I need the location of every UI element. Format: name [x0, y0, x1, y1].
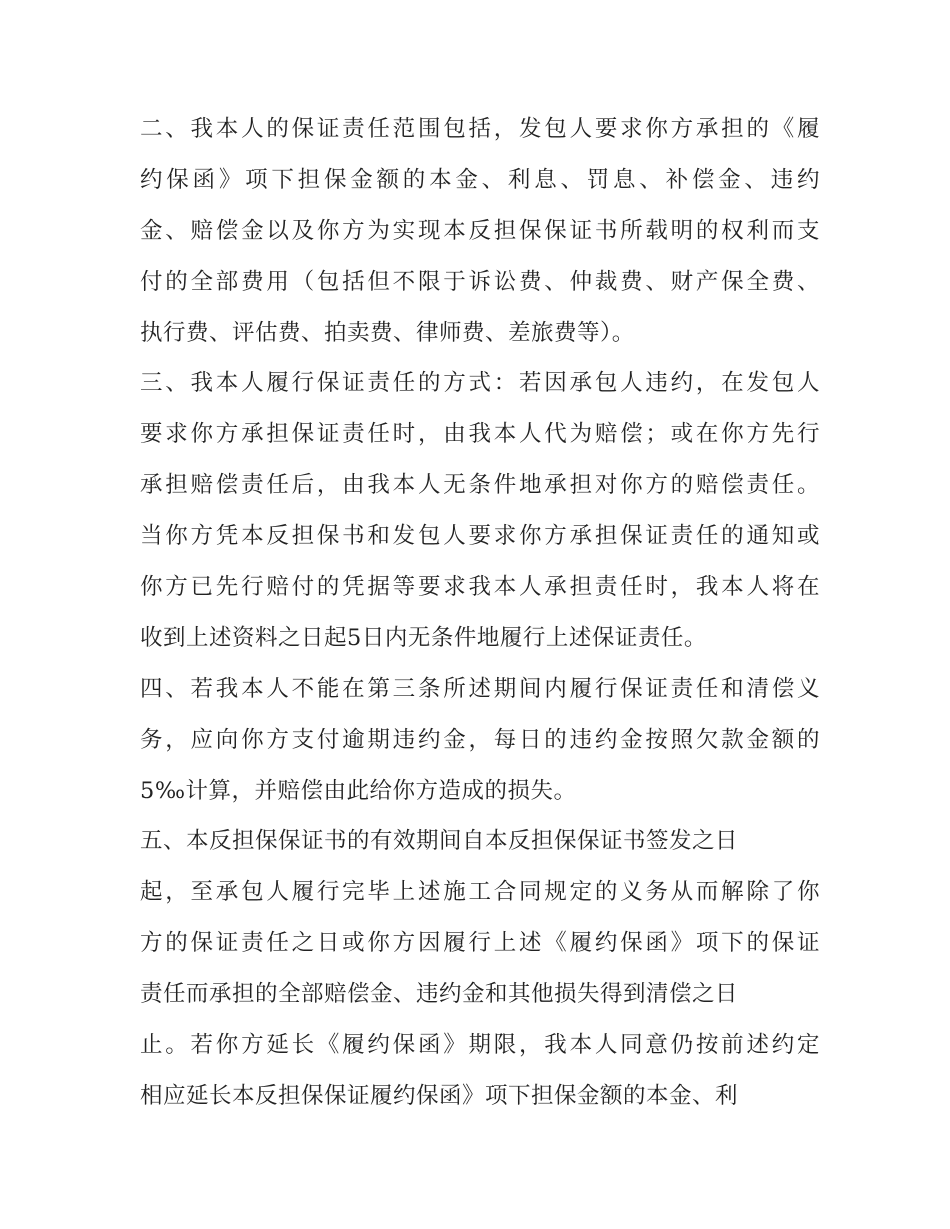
- text-line: 方的保证责任之日或你方因履行上述《履约保函》项下的保证: [140, 930, 820, 957]
- text-line: 三、我本人履行保证责任的方式：若因承包人违约，在发包人: [140, 370, 820, 397]
- text-line: 要求你方承担保证责任时，由我本人代为赔偿；或在你方先行: [140, 421, 820, 448]
- text-line: 止。若你方延长《履约保函》期限，我本人同意仍按前述约定: [140, 1032, 820, 1059]
- text-line: 五、本反担保保证书的有效期间自本反担保保证书签发之日: [140, 828, 739, 855]
- text-line: 执行费、评估费、拍卖费、律师费、差旅费等）。: [140, 319, 635, 346]
- text-line: 起，至承包人履行完毕上述施工合同规定的义务从而解除了你: [140, 879, 820, 906]
- text-line: 约保函》项下担保金额的本金、利息、罚息、补偿金、违约: [140, 166, 820, 193]
- text-line: 相应延长本反担保保证履约保函》项下担保金额的本金、利: [140, 1082, 739, 1109]
- text-line: 金、赔偿金以及你方为实现本反担保保证书所载明的权利而支: [140, 217, 820, 244]
- text-line: 付的全部费用（包括但不限于诉讼费、仲裁费、财产保全费、: [140, 268, 820, 295]
- text-line: 二、我本人的保证责任范围包括，发包人要求你方承担的《履: [140, 116, 820, 142]
- document-body: [140, 104, 820, 1122]
- text-line: 当你方凭本反担保书和发包人要求你方承担保证责任的通知或: [140, 523, 820, 550]
- text-line: 四、若我本人不能在第三条所述期间内履行保证责任和清偿义: [140, 675, 820, 702]
- text-line: 承担赔偿责任后，由我本人无条件地承担对你方的赔偿责任。: [140, 472, 820, 499]
- text-line: 你方已先行赔付的凭据等要求我本人承担责任时，我本人将在: [140, 574, 820, 601]
- text-line: 收到上述资料之日起5日内无条件地履行上述保证责任。: [140, 624, 707, 651]
- text-line: 5‰计算，并赔偿由此给你方造成的损失。: [140, 777, 577, 804]
- text-line: 务，应向你方支付逾期违约金，每日的违约金按照欠款金额的: [140, 726, 820, 753]
- text-line: 责任而承担的全部赔偿金、违约金和其他损失得到清偿之日: [140, 981, 739, 1008]
